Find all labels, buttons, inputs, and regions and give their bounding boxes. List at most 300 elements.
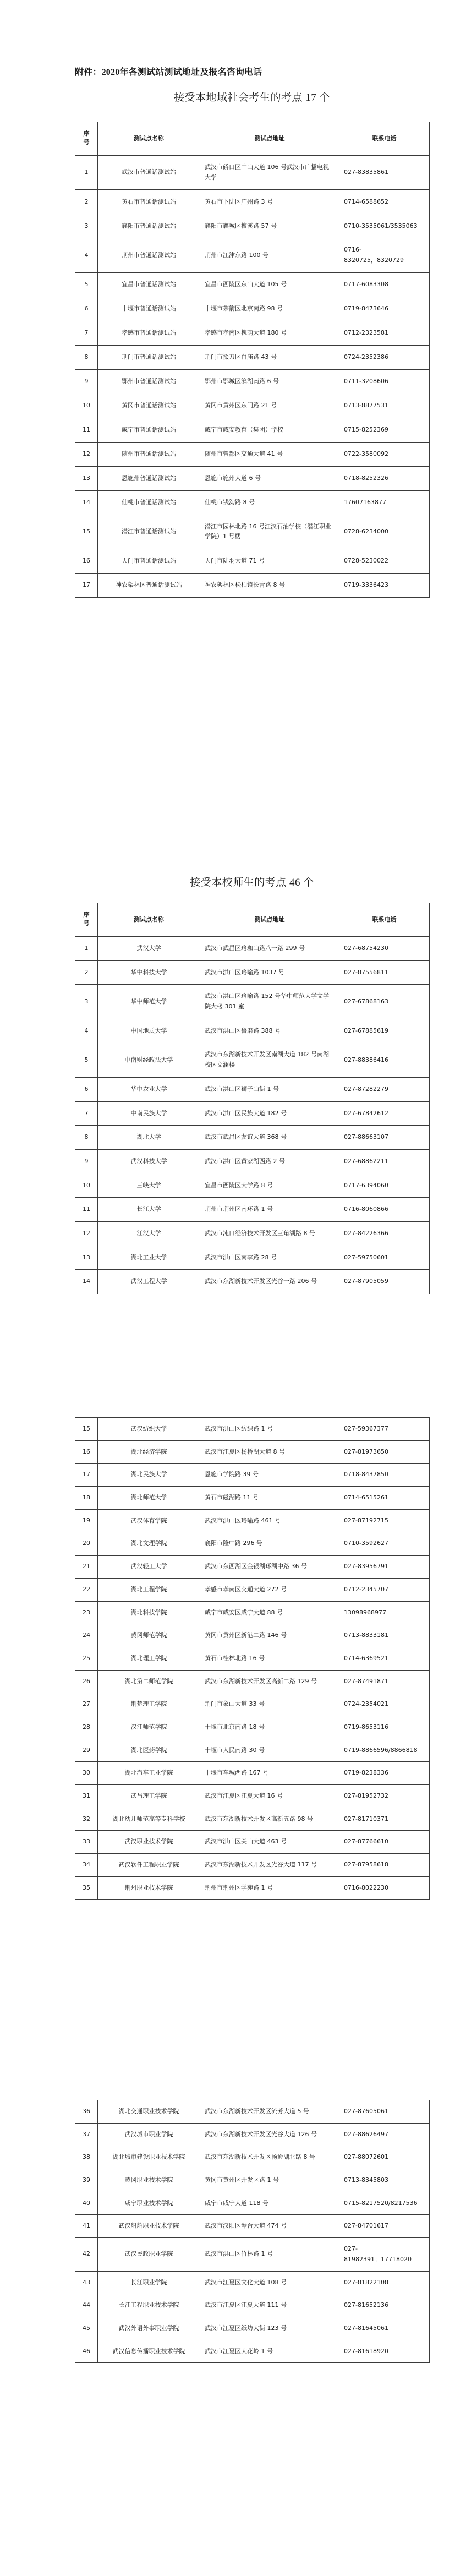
cell-phone: 0719-8473646 (339, 297, 430, 321)
cell-no: 13 (75, 1246, 98, 1270)
cell-no: 18 (75, 1487, 98, 1510)
cell-phone: 027-67868163 (339, 985, 430, 1019)
cell-no: 41 (75, 2215, 98, 2238)
cell-site-address: 鄂州市鄂城区滨湖南路 6 号 (200, 369, 339, 394)
cell-no: 17 (75, 1464, 98, 1487)
social-sites-table (75, 122, 430, 598)
cell-site-name: 恩施州普通话测试站 (98, 466, 200, 490)
attachment-title: 附件：2020年各测试站测试地址及报名咨询电话 (75, 68, 262, 77)
cell-site-address: 黄冈市黄州区东门路 21 号 (200, 394, 339, 418)
school-sites-table-part-3 (75, 2100, 430, 2363)
cell-site-name: 荆州市普通话测试站 (98, 238, 200, 272)
cell-no: 39 (75, 2169, 98, 2192)
cell-site-address: 荆州市荆州区南环路 1 号 (200, 1198, 339, 1222)
cell-site-name: 武汉大学 (98, 937, 200, 961)
cell-no: 7 (75, 321, 98, 345)
cell-phone: 027-88386416 (339, 1043, 430, 1077)
table-row (75, 574, 430, 598)
cell-phone: 027-87605061 (339, 2100, 430, 2124)
column-header-no-label: 序号 (83, 910, 90, 927)
cell-site-address: 武汉市洪山区珞喻路 461 号 (200, 1509, 339, 1532)
cell-phone: 027-81652136 (339, 2294, 430, 2317)
cell-site-address: 孝感市孝南区交通大道 272 号 (200, 1578, 339, 1601)
cell-site-address: 武汉市洪山区鲁磨路 388 号 (200, 1019, 339, 1043)
cell-phone: 0719-8238336 (339, 1762, 430, 1785)
cell-phone: 0717-6394060 (339, 1174, 430, 1198)
section-title-school-sites: 接受本校师生的考点 46 个 (190, 877, 314, 888)
table-row (75, 2123, 430, 2146)
column-header-name: 测试点名称 (98, 122, 200, 156)
cell-no: 46 (75, 2340, 98, 2363)
cell-no: 43 (75, 2271, 98, 2294)
cell-phone: 027-67885619 (339, 1019, 430, 1043)
cell-no: 44 (75, 2294, 98, 2317)
cell-site-name: 荆门市普通话测试站 (98, 345, 200, 369)
table-row (75, 1601, 430, 1624)
cell-no: 16 (75, 549, 98, 574)
cell-site-address: 武汉市江夏区杨桥湖大道 8 号 (200, 1440, 339, 1464)
cell-phone: 027-84226366 (339, 1221, 430, 1246)
cell-phone: 0718-8437850 (339, 1464, 430, 1487)
table-row (75, 1578, 430, 1601)
cell-no: 29 (75, 1739, 98, 1762)
cell-site-address: 十堰市车城西路 167 号 (200, 1762, 339, 1785)
cell-site-address: 武汉市东湖新技术开发区高新五路 98 号 (200, 1808, 339, 1831)
column-header-address: 测试点地址 (200, 903, 339, 937)
cell-no: 2 (75, 190, 98, 214)
cell-phone: 027-81973650 (339, 1440, 430, 1464)
cell-site-name: 湖北交通职业技术学院 (98, 2100, 200, 2124)
cell-site-name: 长江工程职业技术学院 (98, 2294, 200, 2317)
table-row (75, 1831, 430, 1854)
school-sites-table-body-part-3 (75, 2100, 430, 2363)
column-header-no (75, 122, 98, 156)
cell-no: 19 (75, 1509, 98, 1532)
cell-no: 11 (75, 418, 98, 442)
cell-no: 11 (75, 1198, 98, 1222)
cell-phone: 0710-3592627 (339, 1532, 430, 1556)
cell-phone: 027-83835861 (339, 156, 430, 190)
cell-site-name: 湖北工业大学 (98, 1246, 200, 1270)
cell-site-address: 武汉市洪山区珞喻路 152 号华中师范大学文学院大楼 301 室 (200, 985, 339, 1019)
cell-site-name: 中国地质大学 (98, 1019, 200, 1043)
cell-site-name: 荆楚理工学院 (98, 1693, 200, 1716)
cell-site-name: 江汉大学 (98, 1221, 200, 1246)
cell-phone: 0714-6515261 (339, 1487, 430, 1510)
cell-site-address: 咸宁市咸安区咸宁大道 88 号 (200, 1601, 339, 1624)
cell-no: 4 (75, 1019, 98, 1043)
table-row (75, 515, 430, 549)
cell-site-name: 湖北幼儿师范高等专科学校 (98, 1808, 200, 1831)
cell-phone: 0728-6234000 (339, 515, 430, 549)
table-row (75, 1270, 430, 1294)
cell-no: 40 (75, 2192, 98, 2215)
cell-no: 22 (75, 1578, 98, 1601)
cell-site-address: 武汉市洪山区纺织路 1 号 (200, 1418, 339, 1441)
cell-site-name: 三峡大学 (98, 1174, 200, 1198)
table-row (75, 960, 430, 985)
cell-phone: 0716-8022230 (339, 1876, 430, 1900)
cell-phone: 027-83956791 (339, 1556, 430, 1579)
cell-site-address: 武汉市武昌区珞珈山路八一路 299 号 (200, 937, 339, 961)
cell-phone: 0718-8252326 (339, 466, 430, 490)
table-row (75, 2271, 430, 2294)
cell-site-name: 长江职业学院 (98, 2271, 200, 2294)
cell-site-name: 武汉软件工程职业学院 (98, 1854, 200, 1877)
cell-phone: 0717-6083308 (339, 272, 430, 297)
cell-phone: 027-59750601 (339, 1246, 430, 1270)
cell-site-address: 仙桃市钱沟路 8 号 (200, 490, 339, 515)
cell-phone: 027-68754230 (339, 937, 430, 961)
school-sites-table-part-2 (75, 1417, 430, 1900)
cell-phone: 027-81952732 (339, 1785, 430, 1808)
table-row (75, 1716, 430, 1739)
cell-site-name: 湖北民族大学 (98, 1464, 200, 1487)
table-row (75, 1876, 430, 1900)
cell-no: 33 (75, 1831, 98, 1854)
cell-phone: 0711-3208606 (339, 369, 430, 394)
cell-phone: 0714-6369521 (339, 1647, 430, 1670)
cell-site-address: 孝感市孝南区槐荫大道 180 号 (200, 321, 339, 345)
cell-site-address: 武汉市东湖新技术开发区高新二路 129 号 (200, 1670, 339, 1693)
cell-site-address: 武汉市东湖新技术开发区光谷大道 126 号 (200, 2123, 339, 2146)
cell-site-name: 湖北经济学院 (98, 1440, 200, 1464)
cell-site-address: 武汉市东西湖区金银湖环湖中路 36 号 (200, 1556, 339, 1579)
table-row (75, 1854, 430, 1877)
cell-no: 14 (75, 1270, 98, 1294)
cell-phone: 027-88663107 (339, 1126, 430, 1150)
table-row (75, 466, 430, 490)
cell-phone: 027-88626497 (339, 2123, 430, 2146)
cell-site-name: 武汉船舶职业技术学院 (98, 2215, 200, 2238)
table-row (75, 297, 430, 321)
table-row (75, 1670, 430, 1693)
cell-site-address: 随州市曾都区交通大道 41 号 (200, 442, 339, 466)
cell-no: 6 (75, 1077, 98, 1101)
cell-site-name: 武汉职业技术学院 (98, 1831, 200, 1854)
cell-no: 13 (75, 466, 98, 490)
cell-no: 5 (75, 1043, 98, 1077)
cell-no: 9 (75, 369, 98, 394)
cell-site-address: 武汉市武昌区友谊大道 368 号 (200, 1126, 339, 1150)
table-row (75, 1785, 430, 1808)
cell-no: 10 (75, 394, 98, 418)
cell-phone: 0716- 8320725，8320729 (339, 238, 430, 272)
cell-site-name: 武昌理工学院 (98, 1785, 200, 1808)
cell-no: 27 (75, 1693, 98, 1716)
table-row (75, 1762, 430, 1785)
table-row (75, 345, 430, 369)
cell-site-address: 襄阳市襄城区檀溪路 57 号 (200, 214, 339, 238)
cell-site-address: 襄阳市隆中路 296 号 (200, 1532, 339, 1556)
cell-site-name: 华中师范大学 (98, 985, 200, 1019)
cell-no: 9 (75, 1149, 98, 1174)
table-row (75, 1019, 430, 1043)
table-row (75, 937, 430, 961)
column-header-phone: 联系电话 (339, 122, 430, 156)
cell-site-address: 武汉市东湖新技术开发区汤逊湖北路 8 号 (200, 2146, 339, 2169)
column-header-phone: 联系电话 (339, 903, 430, 937)
table-row (75, 1101, 430, 1126)
cell-site-name: 湖北第二师范学院 (98, 1670, 200, 1693)
cell-site-name: 黄冈师范学院 (98, 1624, 200, 1647)
cell-site-name: 襄阳市普通话测试站 (98, 214, 200, 238)
cell-site-name: 黄冈职业技术学院 (98, 2169, 200, 2192)
table-row (75, 1418, 430, 1441)
table-row (75, 1693, 430, 1716)
table-row (75, 394, 430, 418)
table-row (75, 156, 430, 190)
cell-no: 2 (75, 960, 98, 985)
cell-no: 3 (75, 985, 98, 1019)
cell-site-name: 湖北大学 (98, 1126, 200, 1150)
cell-site-address: 黄石市下陆区广州路 3 号 (200, 190, 339, 214)
cell-site-address: 天门市陆羽大道 71 号 (200, 549, 339, 574)
cell-no: 8 (75, 345, 98, 369)
cell-no: 28 (75, 1716, 98, 1739)
cell-site-address: 十堰市人民南路 30 号 (200, 1739, 339, 1762)
cell-site-address: 咸宁市咸安教育（集团）学校 (200, 418, 339, 442)
cell-no: 14 (75, 490, 98, 515)
cell-site-name: 湖北科技学院 (98, 1601, 200, 1624)
cell-site-address: 武汉市东湖新技术开发区流芳大道 5 号 (200, 2100, 339, 2124)
table-row (75, 2238, 430, 2271)
cell-no: 21 (75, 1556, 98, 1579)
cell-no: 1 (75, 156, 98, 190)
cell-site-name: 武汉信息传播职业技术学院 (98, 2340, 200, 2363)
cell-site-address: 黄石市桂林北路 16 号 (200, 1647, 339, 1670)
cell-no: 6 (75, 297, 98, 321)
table-row (75, 369, 430, 394)
cell-no: 15 (75, 515, 98, 549)
cell-phone: 027-81710371 (339, 1808, 430, 1831)
cell-site-name: 咸宁市普通话测试站 (98, 418, 200, 442)
cell-phone: 027-87491871 (339, 1670, 430, 1693)
table-row (75, 272, 430, 297)
table-row (75, 985, 430, 1019)
cell-site-name: 长江大学 (98, 1198, 200, 1222)
cell-site-name: 十堰市普通话测试站 (98, 297, 200, 321)
cell-phone: 0712-2323581 (339, 321, 430, 345)
cell-no: 31 (75, 1785, 98, 1808)
table-row (75, 1198, 430, 1222)
cell-no: 4 (75, 238, 98, 272)
cell-site-address: 武汉市洪山区民族大道 182 号 (200, 1101, 339, 1126)
cell-site-name: 黄冈市普通话测试站 (98, 394, 200, 418)
table-row (75, 442, 430, 466)
cell-site-name: 湖北医药学院 (98, 1739, 200, 1762)
cell-site-name: 孝感市普通话测试站 (98, 321, 200, 345)
cell-site-address: 武汉市洪山区竹林路 1 号 (200, 2238, 339, 2271)
cell-site-name: 湖北文理学院 (98, 1532, 200, 1556)
cell-phone: 027-88072601 (339, 2146, 430, 2169)
cell-no: 23 (75, 1601, 98, 1624)
table-row (75, 1808, 430, 1831)
cell-site-address: 十堰市茅箭区北京南路 98 号 (200, 297, 339, 321)
cell-phone: 027- 81982391；17718020 (339, 2238, 430, 2271)
table-row (75, 1440, 430, 1464)
cell-site-name: 中南财经政法大学 (98, 1043, 200, 1077)
cell-phone: 0716-8060866 (339, 1198, 430, 1222)
cell-no: 17 (75, 574, 98, 598)
cell-site-name: 湖北城市建设职业技术学院 (98, 2146, 200, 2169)
cell-site-address: 武汉市江夏区纸坊大街 123 号 (200, 2317, 339, 2340)
cell-no: 5 (75, 272, 98, 297)
cell-phone: 0719-3336423 (339, 574, 430, 598)
cell-no: 45 (75, 2317, 98, 2340)
table-row (75, 2340, 430, 2363)
cell-phone: 0719-8653116 (339, 1716, 430, 1739)
cell-phone: 0710-3535061/3535063 (339, 214, 430, 238)
cell-no: 12 (75, 1221, 98, 1246)
school-sites-table-body-part-1 (75, 937, 430, 1294)
cell-site-address: 神农架林区松柏镇长青路 8 号 (200, 574, 339, 598)
cell-site-address: 咸宁市咸宁大道 118 号 (200, 2192, 339, 2215)
cell-site-address: 武汉市汉阳区琴台大道 474 号 (200, 2215, 339, 2238)
cell-no: 7 (75, 1101, 98, 1126)
cell-phone: 027-87282279 (339, 1077, 430, 1101)
table-row (75, 238, 430, 272)
cell-site-name: 咸宁职业技术学院 (98, 2192, 200, 2215)
cell-phone: 027-81618920 (339, 2340, 430, 2363)
cell-phone: 17607163877 (339, 490, 430, 515)
cell-phone: 027-59367377 (339, 1418, 430, 1441)
table-row (75, 2192, 430, 2215)
table-row (75, 490, 430, 515)
cell-site-address: 宜昌市西陵区大学路 8 号 (200, 1174, 339, 1198)
table-row (75, 190, 430, 214)
table-row (75, 1043, 430, 1077)
cell-phone: 0724-2352386 (339, 345, 430, 369)
cell-site-name: 武汉工程大学 (98, 1270, 200, 1294)
table-row (75, 1532, 430, 1556)
cell-phone: 027-87192715 (339, 1509, 430, 1532)
cell-no: 34 (75, 1854, 98, 1877)
cell-site-address: 武汉市硚口区中山大道 106 号武汉市广播电视大学 (200, 156, 339, 190)
cell-no: 25 (75, 1647, 98, 1670)
cell-site-name: 中南民族大学 (98, 1101, 200, 1126)
table-row (75, 2100, 430, 2124)
cell-site-name: 武汉民政职业学院 (98, 2238, 200, 2271)
cell-site-address: 潜江市园林北路 16 号江汉石油学校（潜江职业学院）1 号楼 (200, 515, 339, 549)
cell-site-name: 湖北理工学院 (98, 1647, 200, 1670)
cell-no: 30 (75, 1762, 98, 1785)
column-header-no (75, 903, 98, 937)
table-row (75, 2215, 430, 2238)
cell-site-address: 十堰市北京南路 18 号 (200, 1716, 339, 1739)
table-row (75, 1739, 430, 1762)
cell-site-name: 湖北师范大学 (98, 1487, 200, 1510)
cell-no: 32 (75, 1808, 98, 1831)
cell-phone: 027-87766610 (339, 1831, 430, 1854)
table-row (75, 1221, 430, 1246)
column-header-address: 测试点地址 (200, 122, 339, 156)
cell-site-name: 黄石市普通话测试站 (98, 190, 200, 214)
cell-no: 38 (75, 2146, 98, 2169)
cell-site-address: 荆门市掇刀区白庙路 43 号 (200, 345, 339, 369)
cell-site-address: 荆州市江津东路 100 号 (200, 238, 339, 272)
cell-phone: 0719-8866596/8866818 (339, 1739, 430, 1762)
cell-site-address: 武汉市洪山区关山大道 463 号 (200, 1831, 339, 1854)
social-sites-table-body (75, 156, 430, 598)
cell-site-address: 黄冈市黄州区开发区路 1 号 (200, 2169, 339, 2192)
cell-phone: 027-81645061 (339, 2317, 430, 2340)
table-row (75, 1464, 430, 1487)
cell-site-name: 武汉轻工大学 (98, 1556, 200, 1579)
cell-site-name: 天门市普通话测试站 (98, 549, 200, 574)
cell-no: 42 (75, 2238, 98, 2271)
cell-site-address: 武汉市江夏区江夏大道 16 号 (200, 1785, 339, 1808)
cell-phone: 0713-8877531 (339, 394, 430, 418)
cell-no: 37 (75, 2123, 98, 2146)
cell-site-name: 武汉城市职业学院 (98, 2123, 200, 2146)
table-row (75, 1174, 430, 1198)
cell-no: 3 (75, 214, 98, 238)
cell-site-name: 武汉纺织大学 (98, 1418, 200, 1441)
cell-site-address: 荆门市象山大道 33 号 (200, 1693, 339, 1716)
cell-site-address: 武汉市洪山区黄家湖西路 2 号 (200, 1149, 339, 1174)
cell-site-address: 武汉市东湖新技术开发区南湖大道 182 号南湖校区文澜楼 (200, 1043, 339, 1077)
cell-site-name: 神农架林区普通话测试站 (98, 574, 200, 598)
table-row (75, 2169, 430, 2192)
cell-phone: 027-67842612 (339, 1101, 430, 1126)
cell-phone: 0715-8252369 (339, 418, 430, 442)
table-row (75, 1149, 430, 1174)
cell-no: 15 (75, 1418, 98, 1441)
cell-site-address: 武汉市江夏区文化大道 108 号 (200, 2271, 339, 2294)
table-row (75, 2146, 430, 2169)
cell-site-name: 随州市普通话测试站 (98, 442, 200, 466)
cell-phone: 027-68862211 (339, 1149, 430, 1174)
cell-phone: 0713-8833181 (339, 1624, 430, 1647)
cell-site-name: 华中农业大学 (98, 1077, 200, 1101)
cell-site-address: 武汉市江夏区江夏大道 111 号 (200, 2294, 339, 2317)
cell-phone: 0722-3580092 (339, 442, 430, 466)
cell-no: 16 (75, 1440, 98, 1464)
cell-no: 36 (75, 2100, 98, 2124)
column-header-no-label: 序号 (83, 129, 90, 146)
cell-site-address: 武汉市洪山区狮子山街 1 号 (200, 1077, 339, 1101)
table-row (75, 418, 430, 442)
cell-no: 1 (75, 937, 98, 961)
cell-no: 12 (75, 442, 98, 466)
cell-site-address: 武汉市东湖新技术开发区光谷大道 117 号 (200, 1854, 339, 1877)
cell-phone: 0713-8345803 (339, 2169, 430, 2192)
school-sites-table-part-1 (75, 903, 430, 1294)
cell-phone: 0712-2345707 (339, 1578, 430, 1601)
cell-no: 8 (75, 1126, 98, 1150)
cell-site-address: 恩施市学院路 39 号 (200, 1464, 339, 1487)
cell-site-name: 武汉外语外事职业学院 (98, 2317, 200, 2340)
cell-site-address: 黄石市磁湖路 11 号 (200, 1487, 339, 1510)
table-row (75, 214, 430, 238)
column-header-name: 测试点名称 (98, 903, 200, 937)
cell-no: 10 (75, 1174, 98, 1198)
section-title-social-sites: 接受本地域社会考生的考点 17 个 (173, 92, 330, 103)
cell-no: 35 (75, 1876, 98, 1900)
cell-phone: 0728-5230022 (339, 549, 430, 574)
cell-site-name: 湖北汽车工业学院 (98, 1762, 200, 1785)
table-row (75, 549, 430, 574)
table-row (75, 1126, 430, 1150)
table-row (75, 2294, 430, 2317)
cell-phone: 027-87905059 (339, 1270, 430, 1294)
cell-site-address: 宜昌市西陵区东山大道 105 号 (200, 272, 339, 297)
cell-phone: 13098968977 (339, 1601, 430, 1624)
cell-no: 20 (75, 1532, 98, 1556)
school-sites-table-body-part-2 (75, 1418, 430, 1900)
table-row (75, 2317, 430, 2340)
